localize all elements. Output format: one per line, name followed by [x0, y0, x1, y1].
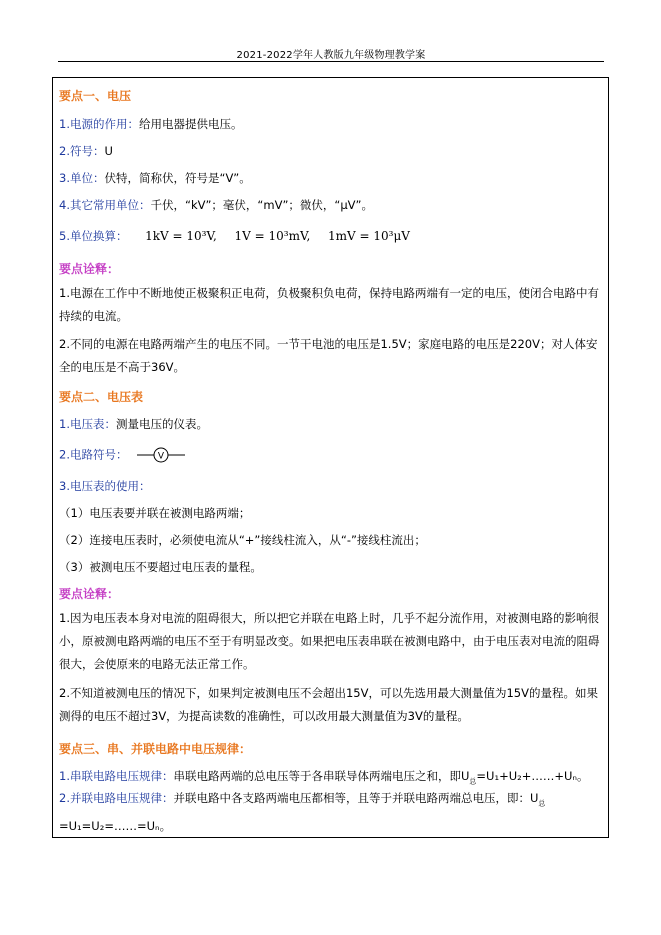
s2-item-2-label: 2.电路符号：: [59, 447, 128, 462]
s1-item-1-text: 给用电器提供电压。: [138, 117, 243, 131]
s2-item-1-label: 1.电压表：: [59, 417, 116, 431]
parallel-rule-label: 2.并联电路电压规律：: [59, 791, 174, 805]
series-rule-text: 串联电路两端的总电压等于各串联导体两端电压之和，即U: [173, 769, 470, 783]
s2-item-1: [59, 416, 208, 432]
s1-item-4-label: 4.其它常用单位：: [59, 198, 151, 212]
usage-3: （3）被测电压不要超过电压表的量程。: [59, 560, 262, 574]
parallel-rule-sub: 总: [538, 799, 546, 808]
series-rule-rest: =U₁+U₂+……+Uₙ。: [476, 769, 589, 783]
header-rule: [58, 61, 604, 62]
conversion-2: 1V = 10³mV,: [234, 229, 311, 243]
s1-item-2-text: U: [104, 144, 113, 158]
s2-item-2: [59, 446, 187, 464]
section2-title: 要点二、电压表: [59, 390, 144, 404]
s2-item-3-label: 3.电压表的使用：: [59, 479, 151, 493]
parallel-rule: [59, 787, 604, 838]
note2-para-1: 1.因为电压表本身对电流的阻碍很大，所以把它并联在电路上时，几乎不起分流作用，对被测电路的影响很小，原被测电路两端的电压不至于有明显改变。如果把电压表串联在被测电路中，由于电压表对电流的阻碍很大，会使原来的电路无法正常工作。: [59, 611, 600, 671]
note1-para-1: 1.电源在工作中不断地使正极聚积正电荷，负极聚积负电荷，保持电路两端有一定的电压，使闭合电路中有持续的电流。: [59, 286, 599, 323]
note1-para-2: 2.不同的电源在电路两端产生的电压不同。一节干电池的电压是1.5V；家庭电路的电压是220V；对人体安全的电压是不高于36V。: [59, 337, 598, 374]
note2-title: 要点诠释：: [59, 587, 120, 601]
voltmeter-symbol-icon: [137, 446, 187, 464]
s1-item-4-text: 千伏，“kV”；毫伏，“mV”；微伏，“μV”。: [150, 198, 374, 212]
usage-2: （2）连接电压表时，必须使电流从“+”接线柱流入，从“-”接线柱流出；: [59, 533, 426, 547]
s1-item-1: [59, 116, 242, 132]
s1-item-1-label: 1.电源的作用：: [59, 117, 139, 131]
page-header: 2021-2022学年人教版九年级物理教学案: [236, 50, 426, 61]
s1-item-3: [59, 170, 251, 186]
series-rule-label: 1.串联电路电压规律：: [59, 769, 174, 783]
s2-item-1-text: 测量电压的仪表。: [115, 417, 208, 431]
section1-title: 要点一、电压: [59, 89, 132, 103]
s1-item-2-label: 2.符号：: [59, 144, 105, 158]
s1-item-2: [59, 143, 113, 159]
content-box: [52, 77, 609, 838]
series-rule-sub: 总: [469, 777, 477, 786]
s1-item-5: [59, 228, 410, 244]
note1-title: 要点诠释：: [59, 262, 120, 276]
s1-item-3-text: 伏特，简称伏，符号是“V”。: [104, 171, 251, 185]
s1-item-4: [59, 197, 373, 213]
conversion-1: 1kV = 10³V,: [145, 229, 217, 243]
section3-title: 要点三、串、并联电路中电压规律：: [59, 742, 252, 756]
s2-item-3: [59, 478, 150, 494]
parallel-rule-text: 并联电路中各支路两端电压都相等，且等于并联电路两端总电压，即：U: [173, 791, 539, 805]
s1-item-3-label: 3.单位：: [59, 171, 105, 185]
parallel-rule-rest: =U₁=U₂=……=Uₙ。: [59, 819, 172, 834]
s1-item-5-label: 5.单位换算：: [59, 229, 128, 243]
usage-1: （1）电压表要并联在被测电路两端；: [59, 506, 251, 520]
conversion-3: 1mV = 10³μV: [328, 229, 410, 243]
voltmeter-symbol-letter: V: [158, 451, 165, 462]
note2-para-2: 2.不知道被测电压的情况下，如果判定被测电压不会超出15V，可以先选用最大测量值为15V的量程。如果测得的电压不超过3V，为提高读数的准确性，可以改用最大测量值为3V的量程。: [59, 686, 598, 723]
